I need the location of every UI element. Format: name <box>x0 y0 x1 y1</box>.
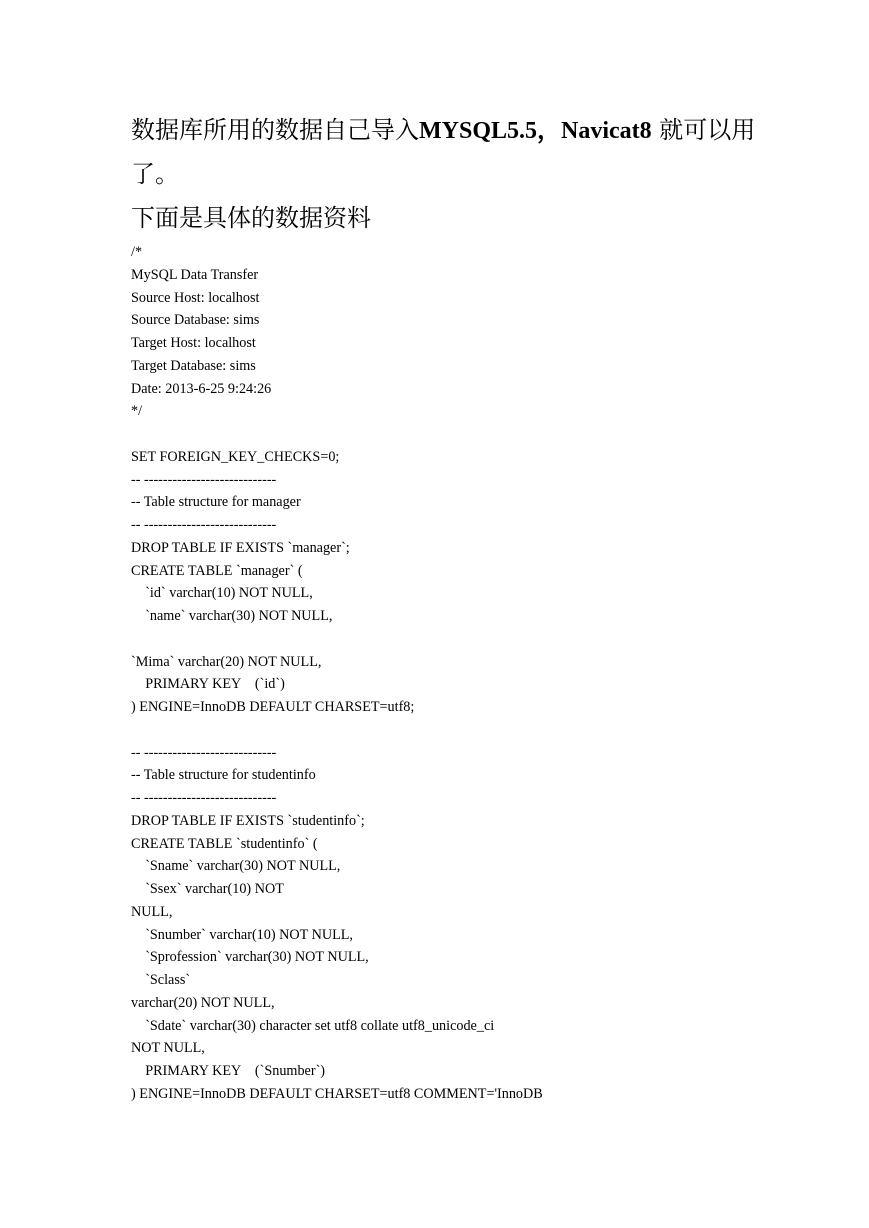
code-line: DROP TABLE IF EXISTS `manager`; <box>131 539 350 556</box>
code-line: DROP TABLE IF EXISTS `studentinfo`; <box>131 812 365 829</box>
code-line: varchar(20) NOT NULL, <box>131 994 275 1011</box>
code-line: ) ENGINE=InnoDB DEFAULT CHARSET=utf8; <box>131 699 415 715</box>
intro-text-start: 数据库所用的数据自己导入 <box>131 116 419 144</box>
code-line: `Sdate` varchar(30) character set utf8 collate utf8_unicode_ci <box>131 1017 495 1034</box>
code-line: -- ---------------------------- <box>131 517 277 533</box>
code-line: `Snumber` varchar(10) NOT NULL, <box>131 926 353 943</box>
code-line <box>131 423 751 446</box>
section-heading: 下面是具体的数据资料 <box>131 204 371 232</box>
code-line: -- ---------------------------- <box>131 744 277 761</box>
code-line: -- ---------------------------- <box>131 471 277 488</box>
code-line: Date: 2013-6-25 9:24:26 <box>131 380 272 397</box>
code-line: `Mima` varchar(20) NOT NULL, <box>131 653 322 670</box>
code-line: NULL, <box>131 903 173 920</box>
code-line: /* <box>131 244 143 260</box>
intro-software-names: MYSQL5.5，Navicat8 <box>419 118 652 144</box>
code-line: `Ssex` varchar(10) NOT <box>131 881 284 897</box>
code-line: MySQL Data Transfer <box>131 266 259 283</box>
code-line: `id` varchar(10) NOT NULL, <box>131 585 313 602</box>
code-line: Target Database: sims <box>131 357 256 374</box>
code-line: -- ---------------------------- <box>131 790 277 806</box>
code-line: Source Host: localhost <box>131 289 260 306</box>
code-line: PRIMARY KEY (`Snumber`) <box>131 1063 326 1079</box>
code-line: Source Database: sims <box>131 312 260 329</box>
code-line: ) ENGINE=InnoDB DEFAULT CHARSET=utf8 COMMENT='InnoDB <box>131 1085 543 1102</box>
code-line: SET FOREIGN_KEY_CHECKS=0; <box>131 448 340 465</box>
sql-code-block <box>131 241 751 1106</box>
intro-text-end: 就可以用 <box>651 116 756 144</box>
code-line: */ <box>131 403 143 420</box>
code-line: CREATE TABLE `studentinfo` ( <box>131 835 318 852</box>
code-line <box>131 719 751 742</box>
code-line: `Sname` varchar(30) NOT NULL, <box>131 858 341 875</box>
code-line: -- Table structure for studentinfo <box>131 767 316 784</box>
code-line: Target Host: localhost <box>131 335 256 351</box>
intro-line-1 <box>131 108 756 152</box>
code-line: -- Table structure for manager <box>131 494 301 511</box>
code-line: NOT NULL, <box>131 1040 205 1057</box>
code-line <box>131 628 751 651</box>
code-line: PRIMARY KEY (`id`) <box>131 676 285 693</box>
code-line: `Sclass` <box>131 972 191 988</box>
intro-paragraph <box>131 108 756 196</box>
code-line: `name` varchar(30) NOT NULL, <box>131 608 333 624</box>
code-line: CREATE TABLE `manager` ( <box>131 562 303 579</box>
code-line: `Sprofession` varchar(30) NOT NULL, <box>131 949 369 966</box>
intro-line-2: 了。 <box>131 160 179 188</box>
